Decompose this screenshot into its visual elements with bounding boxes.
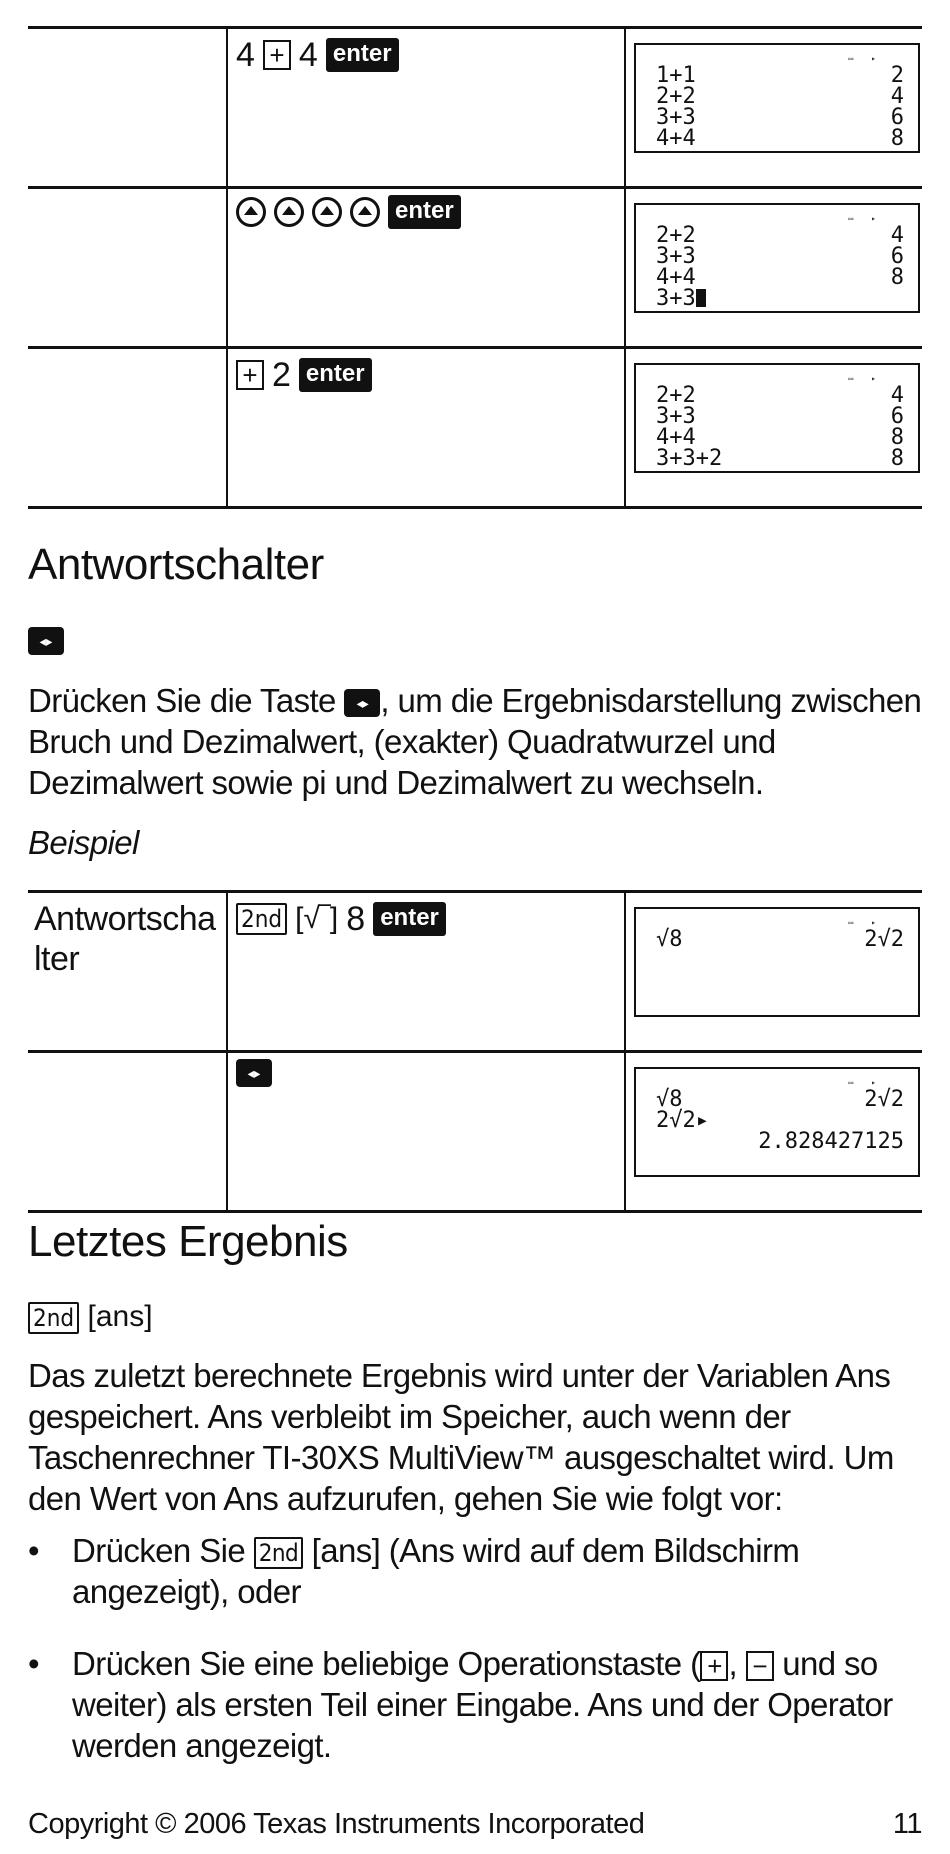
screen-result: 2 [890,63,904,88]
screen-cell [625,348,922,508]
screen-result: 2√2 [864,927,904,952]
screen-expr: 3+3 [656,105,696,130]
screen-cell [625,28,922,188]
screen-result: 6 [890,244,904,269]
ans-key: [ans] [311,1532,381,1569]
screen-result: 8 [890,446,904,471]
screen-indicators: ▭▸ [848,374,894,383]
calculator-screen [634,907,920,1017]
up-arrow-key-icon [274,197,304,227]
plus-key: + [700,1651,728,1681]
paragraph-text: , um die Ergebnisdarstellung zwischen Bruch und Dezimalwert, (exakter) Quadratwurzel und Dezimalwert sowie pi und Dezimalwert zu wechseln. [28,682,922,801]
second-key: 2nd [28,1302,79,1334]
copyright-text: Copyright © 2006 Texas Instruments Incorporated [28,1808,645,1840]
screen-result: 4 [890,383,904,408]
calculator-screen [634,363,920,473]
plus-key: + [263,40,291,70]
enter-key: enter [326,38,399,72]
section-heading: Letztes Ergebnis [28,1217,348,1266]
screen-row [656,225,904,246]
label-cell [28,892,227,1052]
screen-expr: 4+4 [656,126,696,151]
calculator-screen [634,43,920,153]
screen-row [656,65,904,86]
screen-row [656,288,904,309]
screen-expr: 4+4 [656,265,696,290]
screen-expr: 3+3 [656,404,696,429]
key-digit: 4 [236,36,255,74]
screen-row [656,128,904,149]
section-paragraph: Das zuletzt berechnete Ergebnis wird unter der Variablen Ans gespeichert. Ans verbleibt im Speicher, auch wenn der Taschenrechner TI-30XS MultiView™ ausgeschaltet wird. Um den Wert von Ans aufzurufen, gehen Sie wie folgt vor: [28,1357,894,1517]
second-key: 2nd [236,903,287,935]
calculator-screen [634,1067,920,1177]
label-cell [28,188,227,348]
key-digit: 2 [272,356,291,394]
screen-row [656,86,904,107]
screen-expr: 1+1 [656,63,696,88]
label-cell [28,348,227,508]
screen-expr: 2+2 [656,84,696,109]
row-label: Antwortscha lter [34,900,216,978]
paragraph-text: Drücken Sie die Taste [28,682,336,719]
screen-expr: √8 [656,1087,683,1112]
enter-key: enter [299,358,372,392]
key-combo [28,1300,153,1334]
screen-result: 6 [890,105,904,130]
screen-row [656,406,904,427]
screen-result: 2√2 [864,1087,904,1112]
screen-cell [625,1052,922,1212]
screen-expr: 3+3 [656,244,696,269]
screen-row [656,1131,904,1152]
screen-row [656,427,904,448]
label-cell [28,28,227,188]
screen-indicators: ▭▸ [848,54,894,63]
screen-indicators: ▭▸ [848,918,894,927]
keys-cell [227,188,625,348]
example-table-1 [28,26,922,509]
screen-row [656,1089,904,1110]
table-row [28,892,922,1052]
bullet-icon: • [28,1532,39,1569]
screen-result: 8 [890,126,904,151]
keys-cell [227,892,625,1052]
screen-result: 4 [890,223,904,248]
key-sequence [228,29,624,75]
toggle-key-icon: ◂▸ [236,1059,272,1087]
screen-expr: 2+2 [656,223,696,248]
screen-result: 4 [890,84,904,109]
screen-row [656,246,904,267]
toggle-key-icon: ◂▸ [344,689,380,717]
plus-key: + [236,360,264,390]
bullet-text: (Ans wird auf dem Bildschirm angezeigt), oder [72,1532,800,1610]
list-item: • Drücken Sie eine beliebige Operationstaste ( + , − und so weiter) als ersten Teil einer Eingabe. Ans und der Operator werden angezeigt. [28,1645,893,1764]
up-arrow-key-icon [312,197,342,227]
table-row [28,28,922,188]
screen-row [656,107,904,128]
calculator-screen [634,203,920,313]
screen-row [656,385,904,406]
bullet-text: Drücken Sie eine beliebige Operationstaste ( [72,1645,701,1682]
screen-result: 8 [890,425,904,450]
keys-cell [227,28,625,188]
key-sequence [228,893,624,939]
screen-indicators: ▭▸ [848,214,894,223]
bullet-icon: • [28,1645,39,1682]
keys-cell [227,348,625,508]
screen-row [656,267,904,288]
table-row [28,188,922,348]
key-sequence [228,1053,624,1087]
page-footer [28,1808,922,1841]
screen-expr: 4+4 [656,425,696,450]
enter-key: enter [373,902,446,936]
screen-indicators: ▭▸ [848,1078,894,1087]
up-arrow-key-icon [350,197,380,227]
example-label: Beispiel [28,824,139,861]
second-key: 2nd [254,1537,303,1569]
page-number: 11 [892,1808,922,1840]
list-item [28,1530,928,1612]
section-paragraph [28,680,928,803]
label-cell [28,1052,227,1212]
key-digit: 4 [298,36,318,74]
ans-key: [ans] [87,1300,153,1333]
key-sequence [228,189,624,229]
sqrt-key: [√‾] [295,902,339,935]
screen-row [656,448,904,469]
cursor-icon [696,289,706,307]
screen-row [656,1110,904,1131]
example-table-2 [28,890,922,1213]
minus-key: − [746,1651,774,1681]
table-row [28,348,922,508]
key-digit: 8 [346,900,366,938]
screen-result: 2.828427125 [758,1129,904,1154]
section-heading: Antwortschalter [28,540,324,589]
screen-result: 6 [890,404,904,429]
keys-cell [227,1052,625,1212]
screen-expr: √8 [656,927,683,952]
screen-expr: 3+3 [656,286,696,311]
screen-expr: 2+2 [656,383,696,408]
toggle-key-icon: ◂▸ [28,627,64,655]
screen-expr: 3+3+2 [656,446,723,471]
screen-row [656,929,904,950]
bullet-text: und so weiter) als ersten Teil einer Eingabe. Ans und der Operator werden angezeigt. [72,1645,893,1764]
bullet-text: Drücken Sie [72,1532,246,1569]
key-sequence [228,349,624,395]
up-arrow-key-icon [236,197,266,227]
enter-key: enter [388,195,461,229]
table-row [28,1052,922,1212]
screen-cell [625,188,922,348]
screen-result: 8 [890,265,904,290]
screen-expr: 2√2▸ [656,1108,709,1133]
screen-cell [625,892,922,1052]
